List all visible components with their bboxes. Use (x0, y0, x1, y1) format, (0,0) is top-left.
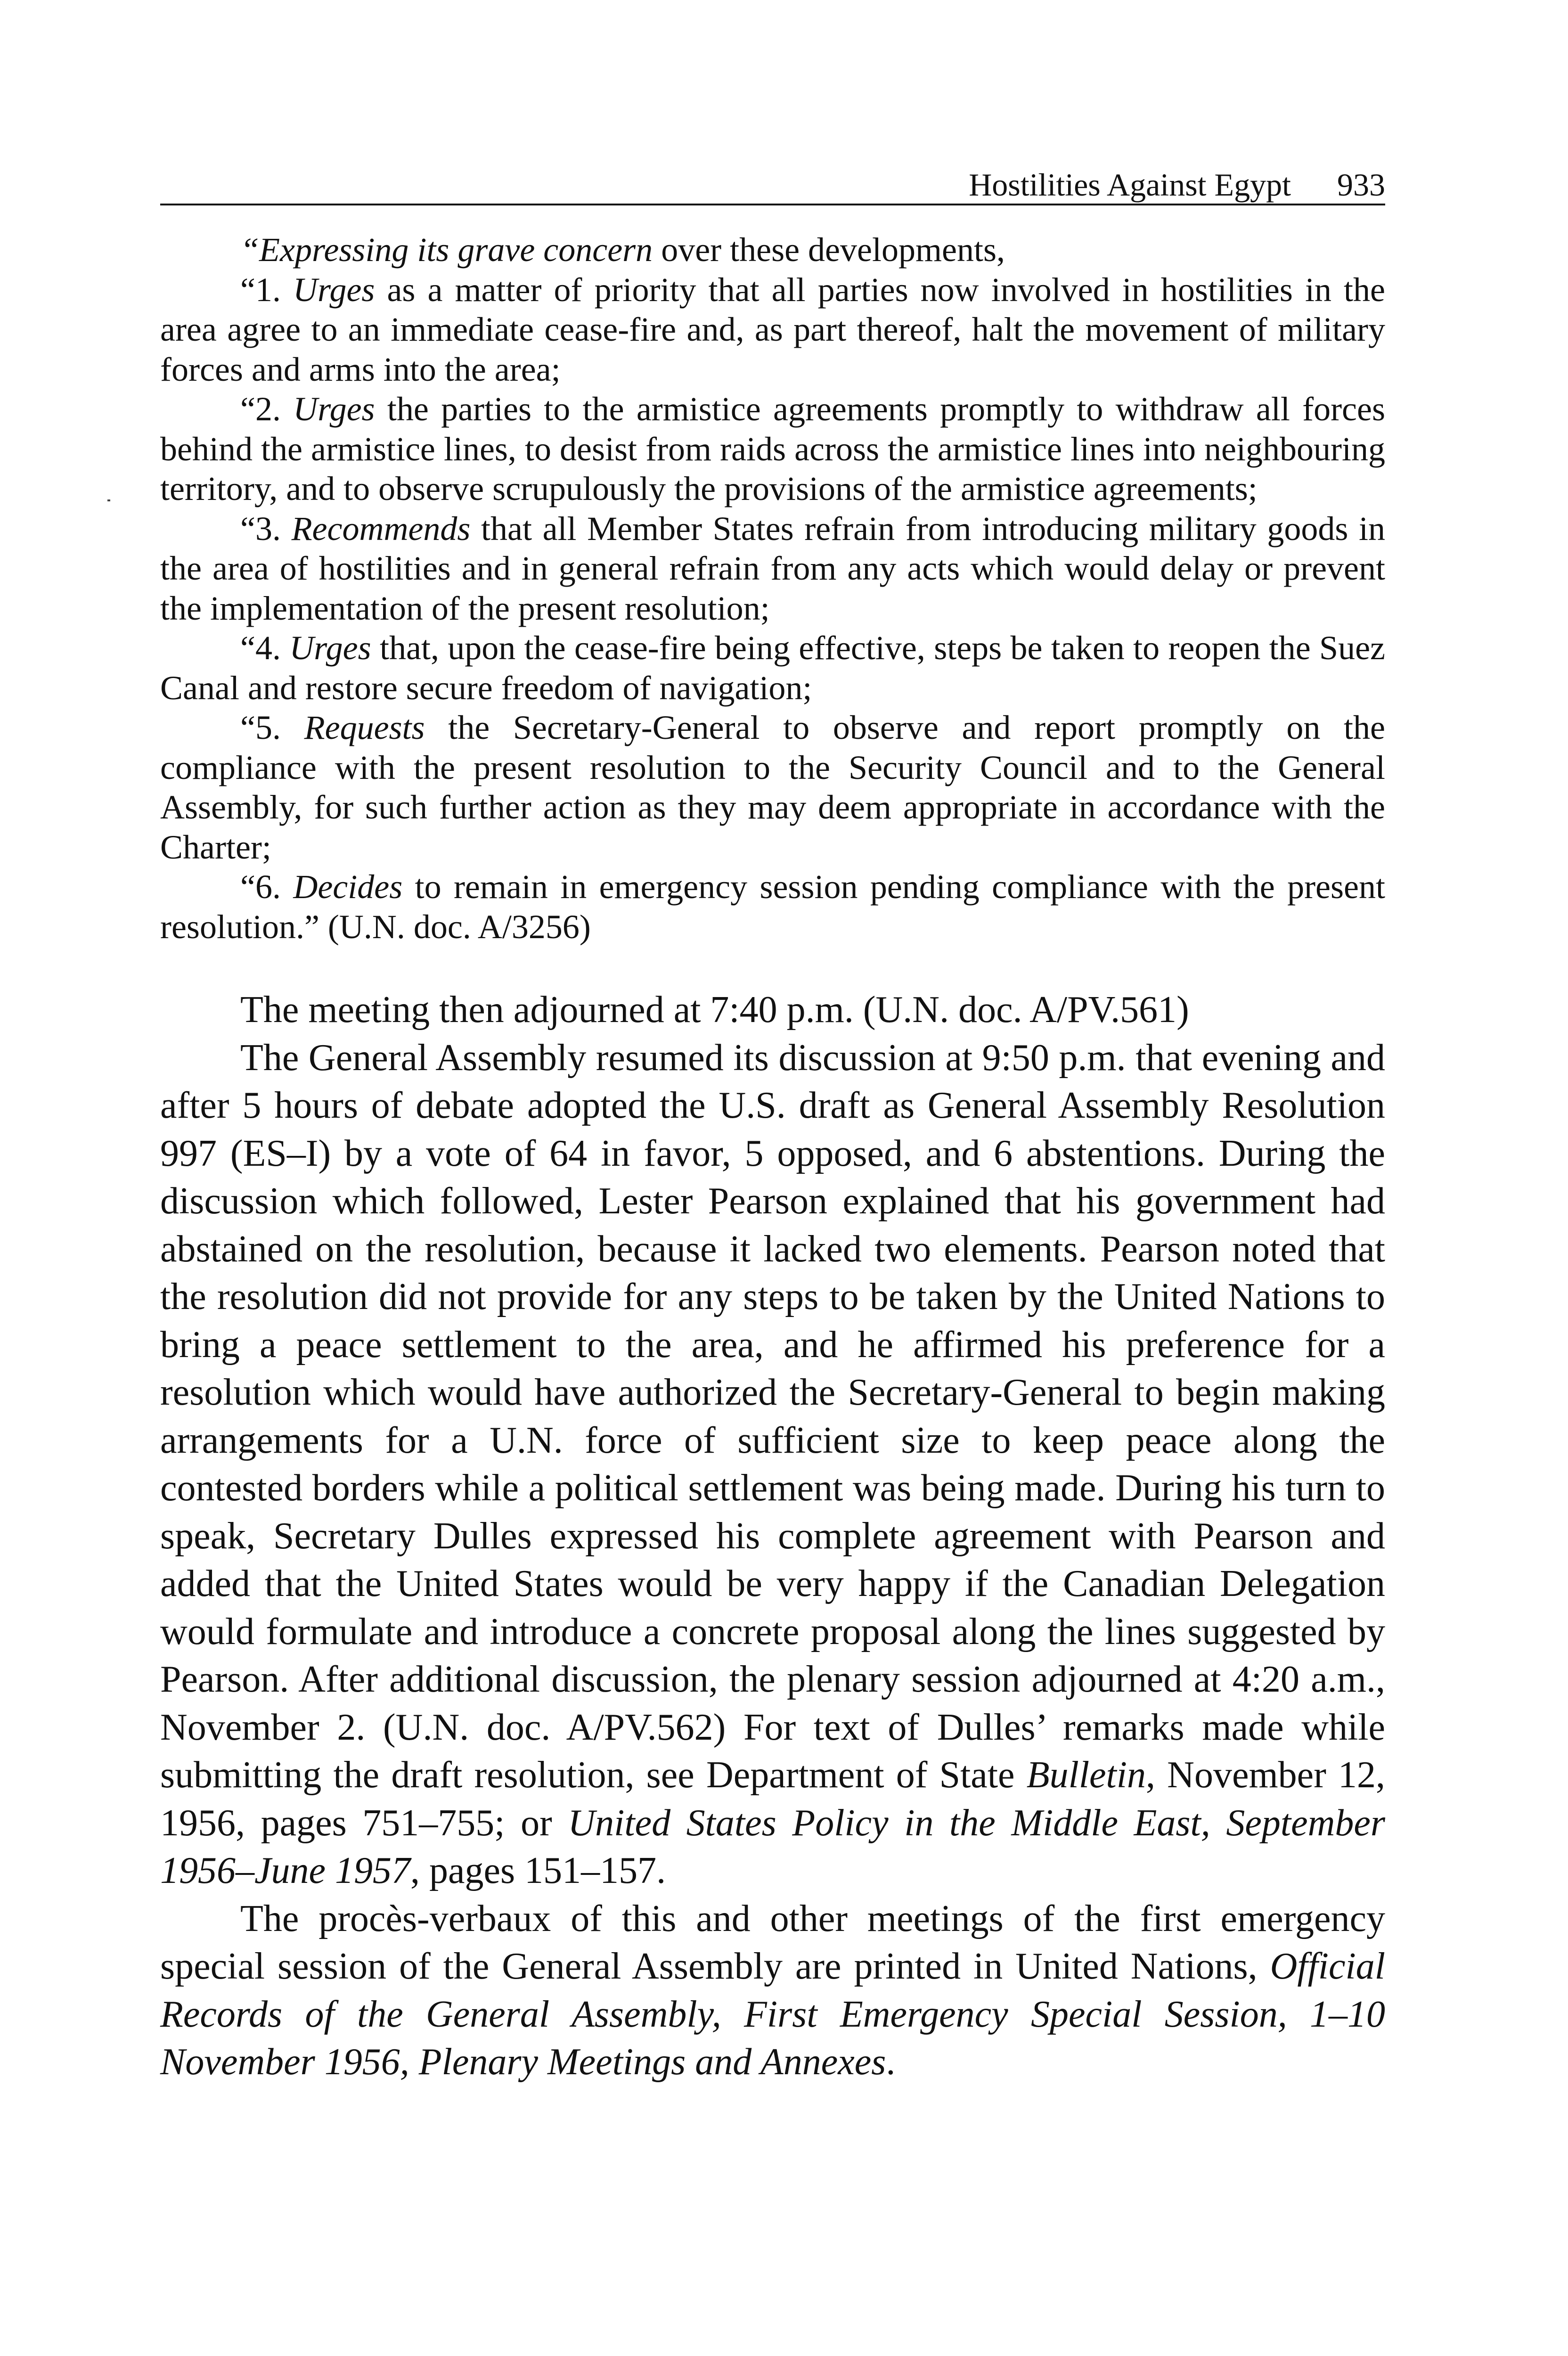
item-number: “6. (240, 868, 294, 906)
item-text: that, upon the cease-fire being effective, steps be taken to reopen the Suez Canal and restore secure freedom of navigation; (160, 629, 1385, 707)
item-number: “2. (240, 390, 294, 428)
item-text: that all Member States refrain from introducing military goods in the area of hostilities and in general refrain from any acts which would delay or prevent the implementation of the present resolution; (160, 509, 1385, 627)
item-text: the Secretary-General to observe and report promptly on the compliance with the present resolution to the Security Council and to the General Assembly, for such further action as they may deem appropriate in accordance with the Charter; (160, 709, 1385, 866)
paragraph-text: The General Assembly resumed its discussion at 9:50 p.m. that evening and after 5 hours of debate adopted the U.S. draft as General Assembly Resolution 997 (ES–I) by a vote of 64 in favor, 5 opposed, and 6 abstentions. During the discussion which followed, Lester Pearson explained that his government had abstained on the resolution, because it lacked two elements. Pearson noted that the resolution did not provide for any steps to be taken by the United Nations to bring a peace settlement to the area, and he affirmed his preference for a resolution which would have authorized the Secretary-General to begin making arrangements for a U.N. force of sufficient size to keep peace along the contested borders while a political settlement was being made. During his turn to speak, Secretary Dulles expressed his complete agreement with Pearson and added that the United States would be very happy if the Canadian Delegation would formulate and introduce a concrete proposal along the lines suggested by Pearson. After additional discussion, the plenary session adjourned at 4:20 a.m., November 2. (U.N. doc. A/PV.562) For text of Dulles’ remarks made while submitting the draft resolution, see Department of State (160, 1037, 1385, 1796)
narrative (160, 986, 1385, 2086)
bulletin-title: Bulletin (1026, 1754, 1146, 1796)
resolution-intro (160, 230, 1385, 270)
item-verb: Urges (293, 390, 375, 428)
policy-title: United States Policy in the Middle East, September 1956–June 1957 (160, 1802, 1386, 1891)
resolution-item (160, 509, 1385, 629)
resolution-item (160, 867, 1385, 947)
paragraph-text: The procès-verbaux of this and other meetings of the first emergency special session of the General Assembly are printed in United Nations, (160, 1898, 1385, 1987)
item-text: to remain in emergency session pending compliance with the present resolution.” (U.N. doc. A/3256) (160, 868, 1385, 946)
narrative-paragraph (160, 1895, 1385, 2086)
narrative-paragraph (160, 1034, 1385, 1895)
item-verb: Requests (304, 709, 425, 746)
item-verb: Recommends (291, 509, 471, 548)
narrative-paragraph: The meeting then adjourned at 7:40 p.m. (U.N. doc. A/PV.561) (240, 989, 1189, 1031)
item-verb: Urges (289, 629, 371, 667)
item-number: “1. (240, 270, 294, 309)
page-content (160, 230, 1385, 2086)
item-text: as a matter of priority that all parties now involved in hostilities in the area agree to an immediate cease-fire and, as part thereof, halt the movement of military forces and arms into the area; (160, 270, 1385, 388)
resolution-item (160, 628, 1385, 708)
paragraph-text: , November 12, 1956, pages 751–755; or (160, 1754, 1385, 1844)
resolution-quote (160, 230, 1385, 947)
paragraph-text: , pages 151–157. (410, 1850, 666, 1891)
running-title: Hostilities Against Egypt (969, 167, 1291, 203)
records-title: Official Records of the General Assembly, First Emergency Special Session, 1–10 November 1956, Plenary Meetings and Annexes (160, 1946, 1385, 2083)
intro-italic: “Expressing its grave concern (240, 231, 653, 269)
running-header (160, 160, 1385, 205)
resolution-item (160, 270, 1385, 390)
intro-rest: over these developments, (653, 231, 1005, 269)
stray-mark (107, 499, 110, 501)
item-number: “3. (240, 509, 292, 548)
resolution-item (160, 389, 1385, 509)
paragraph-text: . (886, 2041, 896, 2083)
page-number: 933 (1337, 167, 1385, 203)
item-number: “5. (240, 709, 304, 746)
item-verb: Urges (293, 270, 375, 309)
resolution-item (160, 708, 1385, 867)
item-number: “4. (240, 629, 290, 667)
item-text: the parties to the armistice agreements promptly to withdraw all forces behind the armistice lines, to desist from raids across the armistice lines into neighbouring territory, and to observe scrupulously the provisions of the armistice agreements; (160, 390, 1385, 507)
item-verb: Decides (293, 868, 403, 906)
